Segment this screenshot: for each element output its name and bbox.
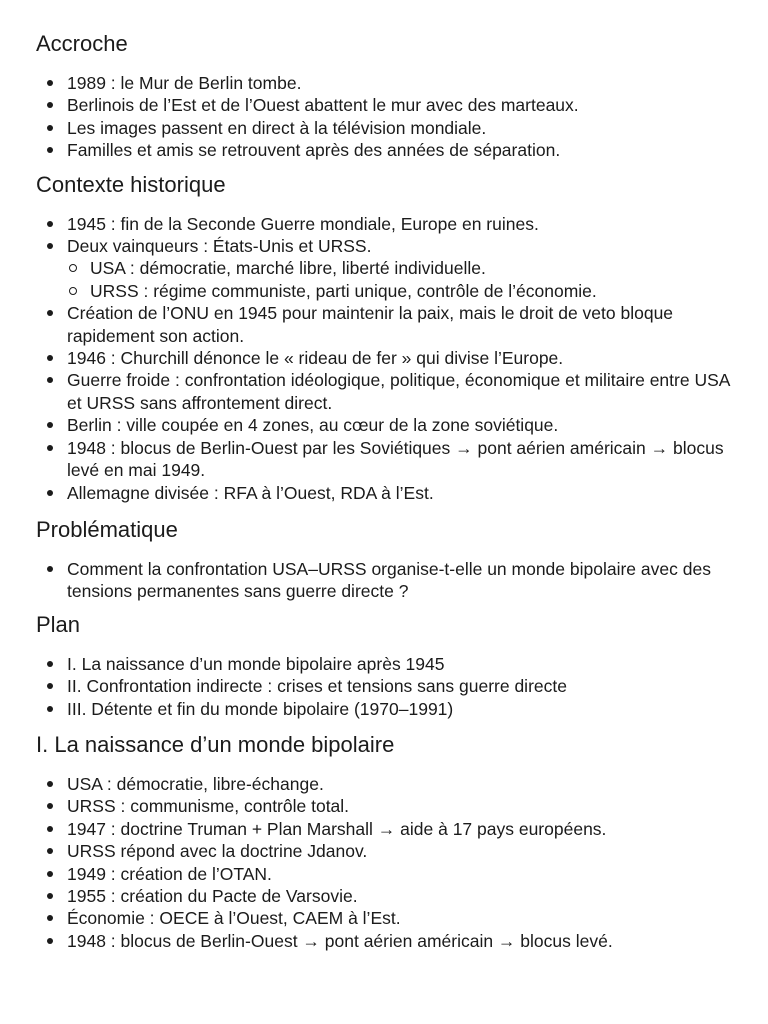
list-item: I. La naissance d’un monde bipolaire après 1945 xyxy=(0,653,768,675)
bullet-list xyxy=(0,773,768,952)
sub-bullet-list xyxy=(67,257,738,302)
sub-list-item: USA : démocratie, marché libre, liberté individuelle. xyxy=(67,257,738,279)
section-heading: Problématique xyxy=(36,516,178,542)
list-item: Comment la confrontation USA–URSS organise-t-elle un monde bipolaire avec des tensions permanentes sans guerre directe ? xyxy=(0,558,768,603)
list-item xyxy=(0,235,768,302)
section-problematique xyxy=(0,516,768,603)
section-heading: Accroche xyxy=(36,31,128,56)
list-item: URSS : communisme, contrôle total. xyxy=(0,795,768,817)
list-item: Berlin : ville coupée en 4 zones, au cœur de la zone soviétique. xyxy=(0,414,768,436)
list-item: II. Confrontation indirecte : crises et tensions sans guerre directe xyxy=(0,675,768,697)
list-item: Création de l’ONU en 1945 pour maintenir la paix, mais le droit de veto bloque rapidement son action. xyxy=(0,302,768,347)
list-item: Allemagne divisée : RFA à l’Ouest, RDA à l’Est. xyxy=(0,482,768,504)
bullet-list xyxy=(0,558,768,603)
list-item: 1945 : fin de la Seconde Guerre mondiale, Europe en ruines. xyxy=(0,213,768,235)
sub-list-item: URSS : régime communiste, parti unique, contrôle de l’économie. xyxy=(67,280,738,302)
section-heading: Plan xyxy=(36,611,81,637)
list-item: Économie : OECE à l’Ouest, CAEM à l’Est. xyxy=(0,907,768,929)
list-item: 1955 : création du Pacte de Varsovie. xyxy=(0,885,768,907)
list-item: Familles et amis se retrouvent après des années de séparation. xyxy=(0,139,768,161)
list-item: USA : démocratie, libre-échange. xyxy=(0,773,768,795)
list-item: 1946 : Churchill dénonce le « rideau de fer » qui divise l’Europe. xyxy=(0,347,768,369)
list-item: Berlinois de l’Est et de l’Ouest abattent le mur avec des marteaux. xyxy=(0,94,768,116)
list-item-text: Deux vainqueurs : États-Unis et URSS. xyxy=(67,236,372,257)
list-item: 1947 : doctrine Truman + Plan Marshall → aide à 17 pays européens. xyxy=(0,818,768,840)
section-naissance-monde-bipolaire xyxy=(0,731,768,952)
section-heading: I. La naissance d’un monde bipolaire xyxy=(36,731,395,757)
section-heading: Contexte historique xyxy=(36,171,226,197)
list-item: 1948 : blocus de Berlin-Ouest → pont aérien américain → blocus levé. xyxy=(0,930,768,952)
section-accroche xyxy=(0,30,768,162)
list-item: URSS répond avec la doctrine Jdanov. xyxy=(0,840,768,862)
list-item: Guerre froide : confrontation idéologique, politique, économique et militaire entre USA et URSS sans affrontement direct. xyxy=(0,369,768,414)
section-contexte-historique xyxy=(0,171,768,504)
section-plan xyxy=(0,611,768,720)
list-item: III. Détente et fin du monde bipolaire (1970–1991) xyxy=(0,698,768,720)
list-item: 1989 : le Mur de Berlin tombe. xyxy=(0,72,768,94)
bullet-list xyxy=(0,653,768,720)
bullet-list xyxy=(0,72,768,162)
list-item: 1949 : création de l’OTAN. xyxy=(0,863,768,885)
list-item: 1948 : blocus de Berlin-Ouest par les Soviétiques → pont aérien américain → blocus levé en mai 1949. xyxy=(0,437,768,482)
bullet-list xyxy=(0,213,768,504)
list-item: Les images passent en direct à la télévision mondiale. xyxy=(0,117,768,139)
